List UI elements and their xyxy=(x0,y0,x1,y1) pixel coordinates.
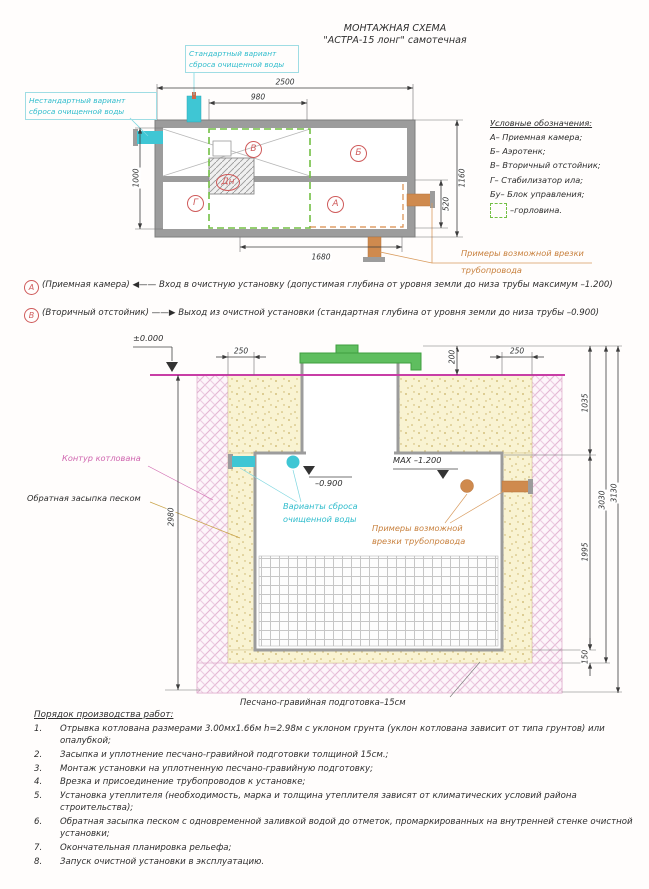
dim-250-left: 250 xyxy=(233,346,249,356)
section-outlet-point xyxy=(287,456,300,469)
note-b-marker: В xyxy=(24,308,39,323)
sand-bed-bottom xyxy=(228,650,532,663)
item-number: 7. xyxy=(34,842,43,853)
procedure-title: Порядок производства работ: xyxy=(34,710,174,720)
procedure-item xyxy=(34,749,636,761)
item-text: Установка утеплителя (необходимость, марка и толщина утеплителя зависят от климатических условий района строительства); xyxy=(60,791,577,814)
section-inlet-cap xyxy=(528,479,533,494)
title-line1: МОНТАЖНАЯ СХЕМА xyxy=(343,23,447,34)
item-number: 4. xyxy=(34,777,43,788)
dim-150: 150 xyxy=(580,649,590,665)
dim-1680: 1680 xyxy=(311,252,331,262)
outlet-options-line2: очищенной воды xyxy=(283,514,357,524)
cross-section xyxy=(133,345,622,697)
procedure-item xyxy=(34,763,636,775)
procedure-item xyxy=(34,790,636,814)
item-text: Врезка и присоединение трубопроводов к установке; xyxy=(60,777,306,788)
tank-grid-zone xyxy=(259,556,498,646)
title-line2: "АСТРА-15 лонг" самотечная xyxy=(323,35,467,46)
legend-item-bu: Бу– Блок управления; xyxy=(490,188,585,199)
nonstandard-outlet-label xyxy=(25,92,157,120)
level-zero: ±0.000 xyxy=(133,333,164,343)
bed-label: Песчано-гравийная подготовка–15см xyxy=(240,697,406,707)
dim-1995: 1995 xyxy=(580,542,590,562)
dim-2500: 2500 xyxy=(275,77,295,87)
procedure-item xyxy=(34,842,636,854)
dim-200: 200 xyxy=(447,349,457,365)
standard-outlet-line2: сброса очищенной воды xyxy=(189,60,285,69)
item-text: Запуск очистной установки в эксплуатацию. xyxy=(60,856,265,867)
nonstandard-outlet-line1: Нестандартный вариант xyxy=(29,96,126,105)
section-outlet-pipe xyxy=(232,456,255,467)
item-text: Обратная засыпка песком с одновременной заливкой водой до отметок, промаркированных на внутренней стенке очистной установки; xyxy=(60,816,633,840)
pit-contour-label: Контур котлована xyxy=(62,453,141,463)
compartment-b-marker: Б xyxy=(350,145,367,162)
dim-3030: 3030 xyxy=(597,490,607,510)
item-number: 1. xyxy=(34,724,43,734)
item-text: Отрывка котлована размерами 3.00мх1.66м h=2.98м с уклоном грунта (уклон котлована зависит от типа грунтов) или опалубкой; xyxy=(60,724,605,747)
note-b-text: (Вторичный отстойник) ——▶ Выход из очистной установки (стандартная глубина от уровня земли до низа трубы –0.900) xyxy=(42,308,600,318)
procedure-list xyxy=(34,710,636,869)
backfill-label: Обратная засыпка песком xyxy=(27,493,141,503)
dim-1035: 1035 xyxy=(580,393,590,413)
item-number: 8. xyxy=(34,856,43,867)
inlet-pipe-bottom-cap xyxy=(363,257,385,262)
item-text: Засыпка и уплотнение песчано-гравийной подготовки толщиной 15см.; xyxy=(60,749,389,760)
note-a-marker: А xyxy=(24,280,39,295)
item-number: 6. xyxy=(34,816,43,827)
compartment-a-marker: А xyxy=(327,196,344,213)
tank-lid-cap xyxy=(336,345,358,353)
dim-980: 980 xyxy=(250,92,266,102)
sand-strip-left xyxy=(228,453,255,650)
item-text: Монтаж установки на уплотненную песчано-гравийную подготовку; xyxy=(60,763,374,774)
sand-upper-right xyxy=(398,375,532,453)
compartment-v-marker: В xyxy=(245,141,262,158)
sand-upper-left xyxy=(228,375,302,453)
funnel-outlet-box xyxy=(213,141,231,156)
compartment-g-marker: Г xyxy=(187,195,204,212)
section-inlet-point xyxy=(461,480,474,493)
level-max1200: MAX –1.200 xyxy=(393,455,442,465)
dim-520: 520 xyxy=(441,196,451,212)
legend-item-a: А– Приемная камера; xyxy=(490,132,583,142)
pipe-insert-plan-line1: Примеры возможной врезки xyxy=(461,248,584,258)
outlet-options-line1: Варианты сброса xyxy=(283,501,358,511)
legend-item-b: Б– Аэротенк; xyxy=(490,146,546,157)
legend-item-v: В– Вторичный отстойник; xyxy=(490,160,601,171)
note-a-text: (Приемная камера) ◀—— Вход в очистную установку (допустимая глубина от уровня земли до низа трубы максимум –1.200) xyxy=(42,280,613,290)
nonstandard-outlet-pipe xyxy=(137,131,163,144)
item-number: 5. xyxy=(34,791,43,802)
neck-symbol-icon xyxy=(490,203,507,218)
procedure-item xyxy=(34,723,636,747)
nonstandard-outlet-line2: сброса очищенной воды xyxy=(29,107,125,116)
standard-outlet-label xyxy=(185,45,299,73)
item-number: 2. xyxy=(34,749,43,760)
pit-wall-right xyxy=(532,375,562,693)
dim-3130: 3130 xyxy=(609,483,619,503)
pipe-insert-section-line2: врезки трубопровода xyxy=(372,536,466,546)
dim-250-right: 250 xyxy=(509,346,525,356)
neck-body-joint xyxy=(306,450,394,457)
inlet-pipe-right xyxy=(407,194,432,206)
procedure-item xyxy=(34,816,636,840)
compartment-dn-marker: Дн xyxy=(216,174,240,191)
legend-title: Условные обозначения: xyxy=(490,118,593,128)
item-number: 3. xyxy=(34,763,43,774)
inlet-pipe-bottom xyxy=(368,237,381,258)
standard-outlet-pipe xyxy=(187,96,201,122)
procedure-item xyxy=(34,856,636,868)
dim-2980: 2980 xyxy=(166,507,176,527)
legend xyxy=(490,118,601,218)
drawing-title xyxy=(300,23,490,47)
legend-item-g: Г– Стабилизатор ила; xyxy=(490,174,583,185)
inlet-pipe-right-cap xyxy=(430,191,435,208)
tank-divider-wall xyxy=(163,176,407,182)
dim-1160: 1160 xyxy=(457,168,467,188)
legend-neck-text: –горловина. xyxy=(510,205,562,216)
pit-bottom xyxy=(197,663,562,693)
legend-neck-item xyxy=(490,203,601,218)
procedure-item xyxy=(34,776,636,788)
pipe-insert-plan-line2: трубопровода xyxy=(461,265,522,275)
standard-outlet-line1: Стандартный вариант xyxy=(189,49,277,58)
level-0900: –0.900 xyxy=(315,478,343,488)
item-text: Окончательная планировка рельефа; xyxy=(60,842,232,853)
pit-wall-left xyxy=(197,375,228,693)
dim-1000: 1000 xyxy=(131,168,141,188)
section-inlet-pipe xyxy=(502,481,530,492)
pipe-insert-section-line1: Примеры возможной xyxy=(372,523,463,533)
